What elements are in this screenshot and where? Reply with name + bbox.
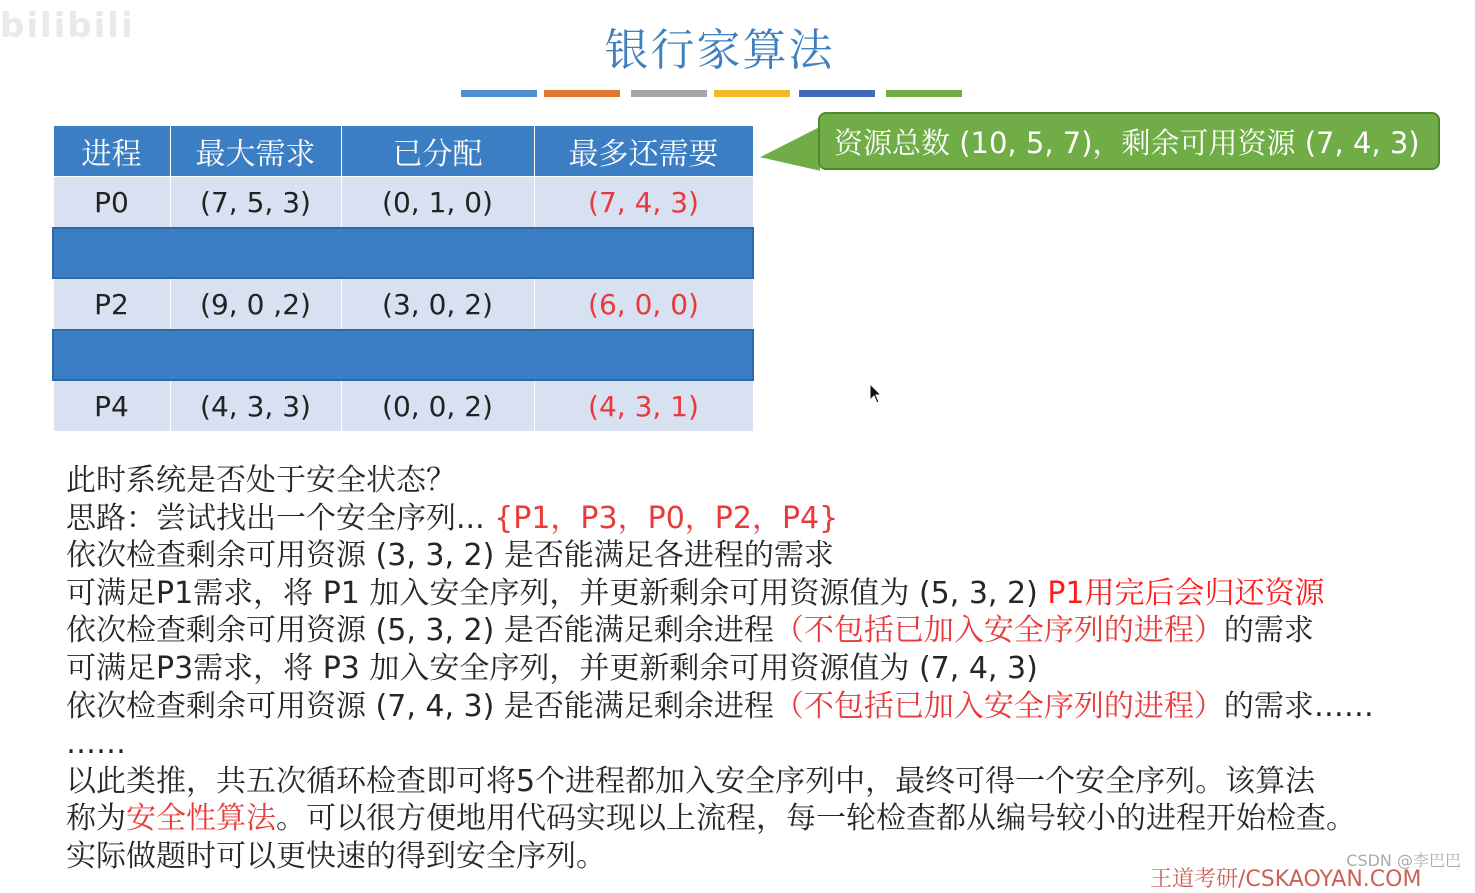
- text-segment: 。可以很方便地用代码实现以上流程，每一轮检查都从编号较小的进程开始检查。: [276, 801, 1356, 837]
- text-line-5: [66, 612, 1466, 650]
- safe-sequence: {P1，P3，P0，P2，P4}: [494, 500, 839, 536]
- watermark-logo: bilibili: [0, 6, 135, 46]
- text-segment: 可满足P1需求，将 P1 加入安全序列，并更新剩余可用资源值为 (5, 3, 2): [66, 575, 1048, 611]
- cell-alloc: (0, 0, 2): [341, 380, 534, 432]
- mouse-cursor-icon: [869, 383, 883, 405]
- table-row: [53, 278, 753, 330]
- cell-process: P4: [53, 380, 170, 432]
- text-segment: 的需求……: [1223, 688, 1374, 724]
- table-row: [53, 177, 753, 229]
- table-row-hidden: [53, 330, 753, 380]
- cell-max: (9, 0 ,2): [170, 278, 341, 330]
- page-title: 银行家算法: [604, 25, 835, 76]
- color-bar-6: [886, 90, 962, 97]
- color-bar-3: [631, 90, 707, 97]
- cell-max: (4, 3, 3): [170, 380, 341, 432]
- cell-alloc: (0, 1, 0): [341, 177, 534, 229]
- text-line-2: [66, 500, 1466, 538]
- color-bar-2: [544, 90, 620, 97]
- text-line-8: ……: [66, 726, 126, 762]
- table-row: [53, 380, 753, 432]
- color-bar-5: [799, 90, 875, 97]
- explanation-text: [66, 462, 1466, 876]
- header-max-need: 最大需求: [170, 126, 341, 177]
- cell-max: (7, 5, 3): [170, 177, 341, 229]
- text-line-3: 依次检查剩余可用资源 (3, 3, 2) 是否能满足各进程的需求: [66, 538, 834, 574]
- bottom-watermark: 王道考研/CSKAOYAN.COM: [1150, 867, 1422, 892]
- header-process: 进程: [53, 126, 170, 177]
- text-line-11: 实际做题时可以更快速的得到安全序列。: [66, 838, 606, 874]
- callout-pointer: [760, 127, 820, 179]
- cell-alloc: (3, 0, 2): [341, 278, 534, 330]
- cell-process: P2: [53, 278, 170, 330]
- cell-need: (4, 3, 1): [534, 380, 753, 432]
- exclusion-note: （不包括已加入安全序列的进程）: [773, 613, 1224, 649]
- table-header-row: [53, 126, 753, 177]
- hidden-row-bar: [53, 228, 753, 278]
- text-segment: 思路：尝试找出一个安全序列...: [66, 500, 495, 536]
- header-allocated: 已分配: [341, 126, 534, 177]
- safety-algorithm-term: 安全性算法: [126, 801, 276, 837]
- text-line-6: 可满足P3需求，将 P3 加入安全序列，并更新剩余可用资源值为 (7, 4, 3): [66, 650, 1038, 686]
- csdn-watermark: CSDN @李巴巴: [1346, 851, 1461, 870]
- cell-process: P0: [53, 177, 170, 229]
- text-line-9: 以此类推，共五次循环检查即可将5个进程都加入安全序列中，最终可得一个安全序列。该算法: [66, 763, 1316, 799]
- text-segment: 依次检查剩余可用资源 (5, 3, 2) 是否能满足剩余进程: [66, 613, 774, 649]
- text-line-10: [66, 800, 1466, 838]
- color-bar-1: [461, 90, 537, 97]
- text-segment: 依次检查剩余可用资源 (7, 4, 3) 是否能满足剩余进程: [66, 688, 774, 724]
- banker-table: [52, 125, 754, 432]
- header-remaining-need: 最多还需要: [534, 126, 753, 177]
- exclusion-note: （不包括已加入安全序列的进程）: [773, 688, 1224, 724]
- color-bar-4: [714, 90, 790, 97]
- hidden-row-bar: [53, 330, 753, 380]
- return-resource-note: P1用完后会归还资源: [1047, 575, 1325, 611]
- text-segment: 称为: [66, 801, 126, 837]
- text-line-4: [66, 575, 1466, 613]
- cell-need: (7, 4, 3): [534, 177, 753, 229]
- text-segment: 的需求: [1223, 613, 1314, 649]
- resource-callout: 资源总数 (10, 5, 7)，剩余可用资源 (7, 4, 3): [818, 112, 1440, 170]
- table-row-hidden: [53, 228, 753, 278]
- cell-need: (6, 0, 0): [534, 278, 753, 330]
- text-line-7: [66, 688, 1466, 726]
- text-line-1: 此时系统是否处于安全状态？: [66, 463, 456, 498]
